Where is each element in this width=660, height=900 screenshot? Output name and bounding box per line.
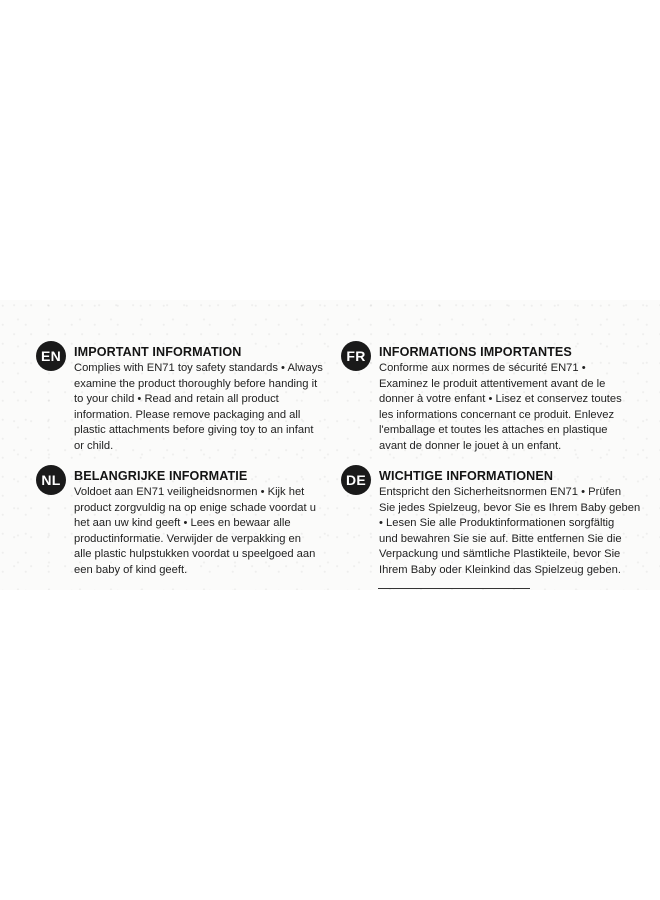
section-nl-line: productinformatie. Verwijder de verpakking en bbox=[74, 532, 301, 545]
section-de-content bbox=[379, 469, 641, 579]
section-de-line: Sie jedes Spielzeug, bevor Sie es Ihrem Baby geben bbox=[379, 501, 641, 514]
section-en-heading: IMPORTANT INFORMATION bbox=[74, 345, 242, 359]
section-de-line: Entspricht den Sicherheitsnormen EN71 • Prüfen bbox=[379, 486, 622, 498]
section-en-content bbox=[74, 345, 330, 455]
language-badge-en: EN bbox=[36, 341, 66, 371]
section-fr-line: donner à votre enfant • Lisez et conservez toutes bbox=[379, 393, 622, 406]
language-badge-fr: FR bbox=[341, 341, 371, 371]
section-de-line: Verpackung und sämtliche Plastikteile, bevor Sie bbox=[379, 548, 621, 561]
section-fr-line: Examinez le produit attentivement avant de le bbox=[379, 377, 606, 390]
language-badge-nl: NL bbox=[36, 465, 66, 495]
section-fr-content bbox=[379, 345, 635, 455]
section-fr-line: l'emballage et toutes les attaches en plastique bbox=[379, 424, 608, 437]
section-en-line: plastic attachments before giving toy to an infant bbox=[74, 424, 314, 437]
divider-rule bbox=[378, 588, 530, 589]
language-badge-de: DE bbox=[341, 465, 371, 495]
section-en-line: to your child • Read and retain all product bbox=[74, 393, 279, 406]
section-fr-line: Conforme aux normes de sécurité EN71 • bbox=[379, 362, 586, 374]
section-fr-heading: INFORMATIONS IMPORTANTES bbox=[379, 345, 572, 359]
section-nl-line: Voldoet aan EN71 veiligheidsnormen • Kijk het bbox=[74, 486, 305, 498]
section-nl-content bbox=[74, 469, 330, 579]
section-fr-line: avant de donner le jouet à un enfant. bbox=[379, 439, 562, 452]
section-nl-line: een baby of kind geeft. bbox=[74, 563, 188, 576]
section-nl-heading: BELANGRIJKE INFORMATIE bbox=[74, 469, 248, 483]
section-fr-line: les informations concernant ce produit. Enlevez bbox=[379, 408, 615, 421]
section-en-line: information. Please remove packaging and all bbox=[74, 408, 301, 421]
section-de-heading: WICHTIGE INFORMATIONEN bbox=[379, 469, 554, 483]
section-nl-line: het aan uw kind geeft • Lees en bewaar alle bbox=[74, 517, 291, 530]
section-en-line: examine the product thoroughly before handing it bbox=[74, 377, 318, 390]
section-de-line: und bewahren Sie sie auf. Bitte entfernen Sie die bbox=[379, 532, 622, 545]
section-en-line: or child. bbox=[74, 439, 114, 452]
section-de-line: Ihrem Baby oder Kleinkind das Spielzeug geben. bbox=[379, 563, 621, 576]
section-nl-line: alle plastic hulpstukken voordat u speelgoed aan bbox=[74, 548, 316, 561]
section-en-line: Complies with EN71 toy safety standards • Always bbox=[74, 362, 323, 374]
section-de-line: • Lesen Sie alle Produktinformationen sorgfältig bbox=[379, 517, 615, 530]
section-nl-line: product zorgvuldig na op enige schade voordat u bbox=[74, 501, 316, 514]
